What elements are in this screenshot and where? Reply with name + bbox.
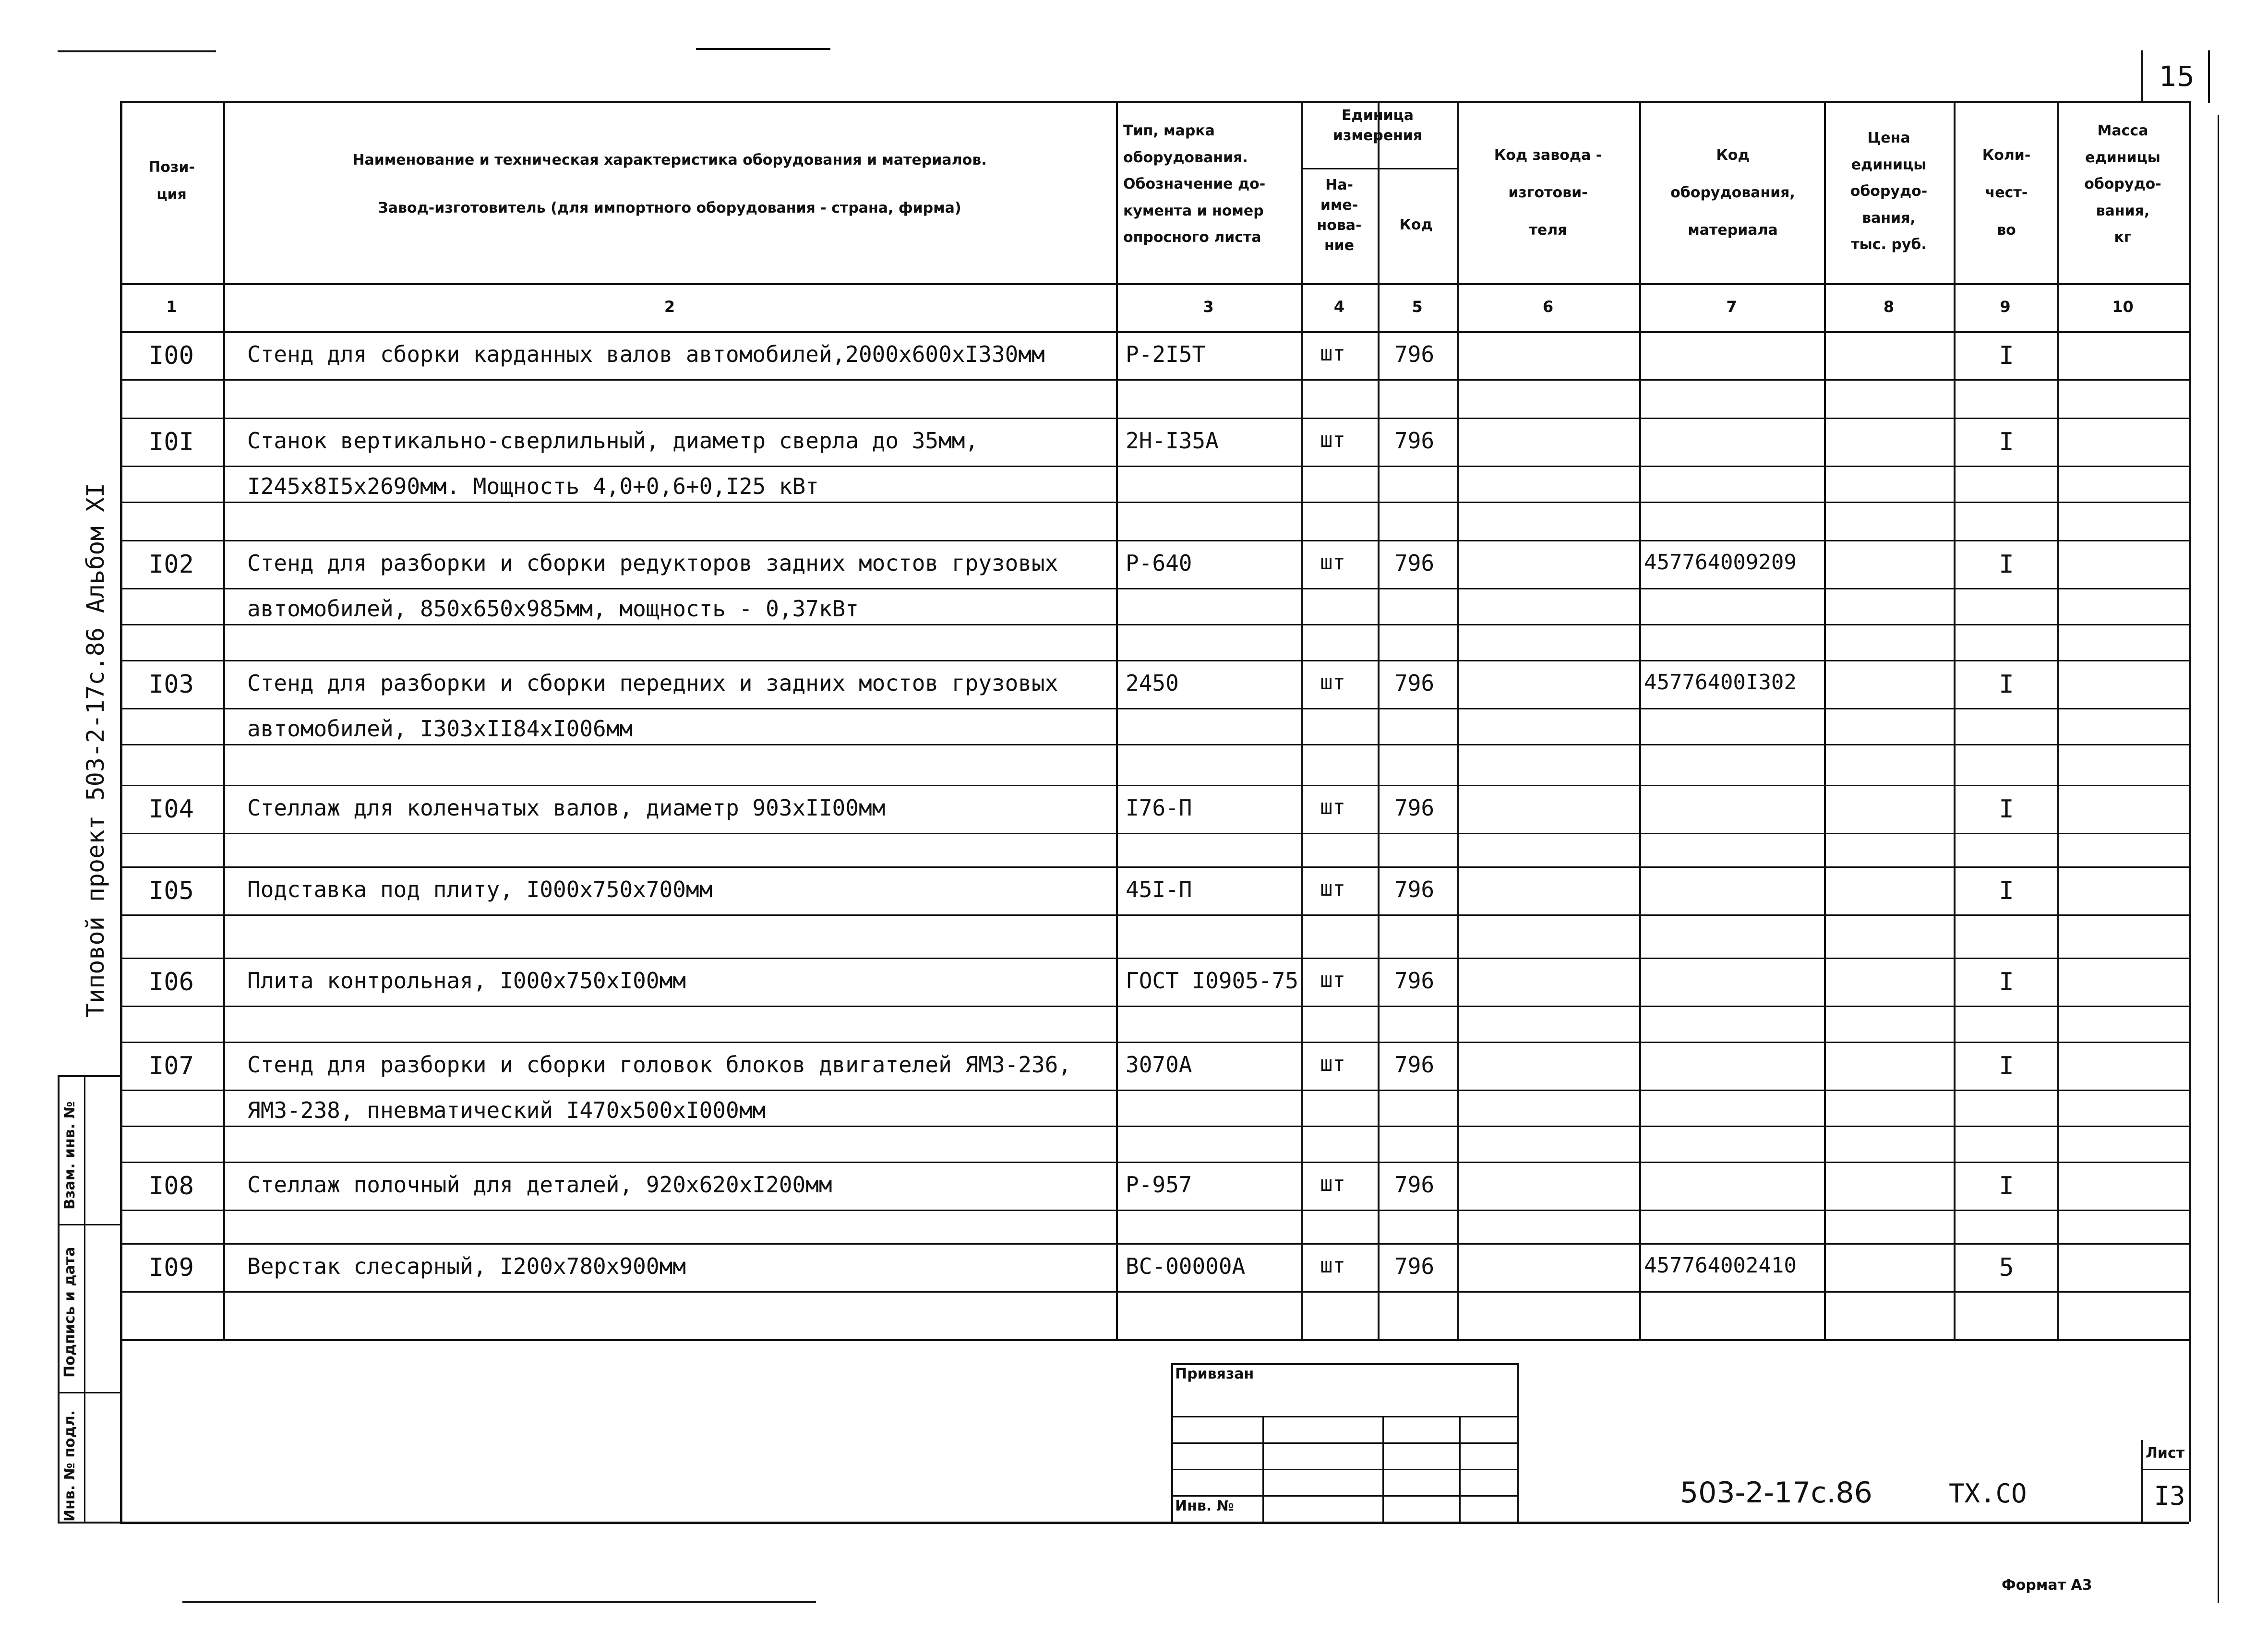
row-quantity: 5 [1999,1253,2014,1282]
row-subline-0 [120,379,2189,381]
row-name-line2: I245x8I5x2690мм. Мощность 4,0+0,6+0,I25 кВт [247,473,819,499]
row-subline-3 [120,708,2189,709]
inv-no-label: Инв. № [1175,1498,1234,1514]
row-quantity: I [1999,550,2014,579]
tb-v3 [1459,1416,1461,1522]
row-type: I76-П [1126,795,1192,821]
row-position: I08 [149,1172,194,1200]
row-type: ВС-00000А [1126,1253,1246,1279]
row-unit-code: 796 [1394,1052,1435,1078]
row-subline-5 [120,914,2189,916]
row-position: I04 [149,795,194,824]
row-separator-6 [120,958,2189,959]
tb-h2 [1171,1442,1517,1444]
row-unit: шт [1320,550,1345,575]
stamp-inv-podl: Инв. № подл. [61,1410,78,1522]
tb-v2 [1382,1416,1384,1522]
row-position: I00 [149,341,194,370]
row-subline2-7 [120,1126,2189,1127]
header-quantity: Коли- чест- во [1982,147,2031,239]
column-divider-9 [2057,101,2059,1339]
row-type: 2Н-I35А [1126,428,1219,454]
header-unit-group: Единица измерения [1332,107,1423,144]
row-unit-code: 796 [1394,795,1435,821]
tb-h4 [1171,1495,1517,1497]
column-divider-7 [1824,101,1826,1339]
stamp-podpis: Подпись и дата [61,1247,78,1378]
row-unit-code: 796 [1394,341,1435,367]
row-unit: шт [1320,968,1345,992]
row-equipment-code: 457764009209 [1644,550,1797,575]
column-divider-2 [1116,101,1118,1339]
column-divider-1 [223,101,225,1339]
row-unit: шт [1320,1052,1345,1076]
tb-h3 [1171,1469,1517,1470]
header-equipment-code: Код оборудования, материала [1670,147,1795,239]
row-unit: шт [1320,670,1345,695]
row-type: Р-957 [1126,1172,1192,1198]
row-type: ГОСТ I0905-75 [1126,968,1299,994]
row-subline-7 [120,1090,2189,1091]
row-equipment-code: 45776400I302 [1644,670,1797,695]
frame-bottom-border [120,1522,2189,1524]
document-code: 503-2-17с.86 [1680,1476,1872,1510]
row-position: I03 [149,670,194,699]
row-type: 2450 [1126,670,1179,696]
stamp-inner [84,1075,85,1522]
document-suffix: ТХ.СО [1949,1478,2027,1509]
column-number-9: 9 [2000,298,2011,316]
header-name-line2: Завод-изготовитель (для импортного оборудования - страна, фирма) [378,200,961,216]
header-plant-code: Код завода - изготови- теля [1494,147,1602,239]
row-name-line1: Стенд для разборки и сборки головок блоков двигателей ЯМЗ-236, [247,1052,1072,1078]
row-name-line1: Плита контрольная, I000x750xI00мм [247,968,686,994]
sheet-box-mid [2141,1469,2189,1470]
row-unit: шт [1320,341,1345,366]
row-separator-4 [120,785,2189,786]
row-quantity: I [1999,1052,2014,1080]
row-unit-code: 796 [1394,1172,1435,1198]
column-divider-4 [1378,101,1380,1339]
stamp-left [58,1075,60,1522]
row-quantity: I [1999,670,2014,699]
stamp-div2 [58,1392,120,1393]
row-quantity: I [1999,341,2014,370]
row-unit-code: 796 [1394,550,1435,576]
row-name-line2: автомобилей, I303xII84xI006мм [247,716,633,742]
row-position: I07 [149,1052,194,1080]
sheet-label: Лист [2146,1445,2185,1462]
row-subline-9 [120,1291,2189,1293]
row-name-line1: Верстак слесарный, I200x780x900мм [247,1253,686,1279]
row-subline2-2 [120,624,2189,625]
row-name-line2: автомобилей, 850x650x985мм, мощность - 0,37кВт [247,596,859,622]
row-position: I05 [149,876,194,905]
header-unit-name: На- име- нова- ние [1317,177,1362,254]
row-type: Р-2I5Т [1126,341,1206,367]
stamp-top [58,1075,120,1077]
header-price: Цена единицы оборудо- вания, тыс. руб. [1850,130,1928,253]
header-type: Тип, марка оборудования. Обозначение до- кумента и номер опросного листа [1123,122,1266,246]
row-quantity: I [1999,795,2014,824]
row-unit: шт [1320,1253,1345,1278]
row-position: I06 [149,968,194,996]
row-separator-1 [120,418,2189,419]
column-divider-8 [1954,101,1956,1339]
row-unit-code: 796 [1394,670,1435,696]
column-number-2: 2 [664,298,675,316]
table-body-bottom [120,1339,2189,1341]
privyazan-label: Привязан [1175,1366,1254,1382]
row-unit-code: 796 [1394,428,1435,454]
column-number-1: 1 [166,298,177,316]
header-unit-code: Код [1399,216,1433,233]
column-divider-5 [1457,101,1459,1339]
row-name-line1: Стеллаж полочный для деталей, 920x620xI200мм [247,1172,832,1198]
row-position: I0I [149,428,194,456]
header-bottom-border [120,283,2189,285]
row-equipment-code: 457764002410 [1644,1253,1797,1278]
row-unit: шт [1320,428,1345,452]
row-unit: шт [1320,1172,1345,1196]
column-number-3: 3 [1203,298,1214,316]
table-top-border [120,101,2189,103]
row-subline-4 [120,833,2189,834]
row-position: I02 [149,550,194,579]
row-quantity: I [1999,876,2014,905]
row-subline-1 [120,466,2189,467]
column-divider-6 [1639,101,1641,1339]
row-name-line1: Подставка под плиту, I000x750x700мм [247,876,713,902]
row-unit-code: 796 [1394,968,1435,994]
side-project-title: Типовой проект 503-2-17с.86 Альбом XI [82,483,109,1018]
column-divider-3 [1301,101,1303,1339]
row-unit: шт [1320,795,1345,819]
column-number-6: 6 [1542,298,1554,316]
sheet-number: I3 [2154,1481,2185,1511]
page-number: 15 [2159,60,2195,93]
row-position: I09 [149,1253,194,1282]
stamp-vzam: Взам. инв. № [61,1101,78,1210]
row-subline-2 [120,588,2189,589]
column-number-10: 10 [2112,298,2134,316]
tb-right [1517,1363,1519,1522]
column-number-4: 4 [1333,298,1345,316]
row-unit-code: 796 [1394,1253,1435,1279]
column-number-5: 5 [1412,298,1423,316]
row-type: Р-640 [1126,550,1192,576]
row-type: 45I-П [1126,876,1192,902]
row-separator-8 [120,1162,2189,1163]
tb-v1 [1262,1416,1264,1522]
header-name-line1: Наименование и техническая характеристика оборудования и материалов. [352,152,987,168]
row-separator-7 [120,1042,2189,1043]
row-quantity: I [1999,968,2014,996]
row-quantity: I [1999,1172,2014,1200]
table-right-border [2189,101,2191,1522]
row-subline2-1 [120,502,2189,503]
header-position: Пози- ция [148,159,195,203]
stamp-div1 [58,1224,120,1225]
tb-h1 [1171,1416,1517,1417]
tb-top [1171,1363,1517,1365]
row-quantity: I [1999,428,2014,456]
row-unit-code: 796 [1394,876,1435,902]
colnum-bottom-border [120,331,2189,333]
row-name-line1: Стенд для разборки и сборки редукторов задних мостов грузовых [247,550,1058,576]
unit-group-divider [1301,168,1457,169]
column-number-7: 7 [1726,298,1737,316]
row-name-line1: Стенд для разборки и сборки передних и задних мостов грузовых [247,670,1058,696]
row-separator-3 [120,660,2189,661]
row-name-line1: Стеллаж для коленчатых валов, диаметр 903xII00мм [247,795,886,821]
row-name-line1: Стенд для сборки карданных валов автомобилей,2000x600xI330мм [247,341,1045,367]
row-type: 3070А [1126,1052,1192,1078]
sheet-box-left [2141,1440,2143,1522]
row-name-line2: ЯМЗ-238, пневматический I470x500xI000мм [247,1097,766,1123]
row-unit: шт [1320,876,1345,901]
row-subline-6 [120,1006,2189,1007]
format-label: Формат А3 [2002,1577,2092,1594]
row-separator-5 [120,866,2189,868]
row-separator-9 [120,1243,2189,1245]
row-subline-8 [120,1210,2189,1211]
stamp-bottom [58,1522,120,1524]
row-separator-2 [120,540,2189,541]
row-subline2-3 [120,744,2189,745]
row-name-line1: Станок вертикально-сверлильный, диаметр сверла до 35мм, [247,428,979,454]
column-number-8: 8 [1883,298,1895,316]
header-mass: Масса единицы оборудо- вания, кг [2084,122,2161,246]
